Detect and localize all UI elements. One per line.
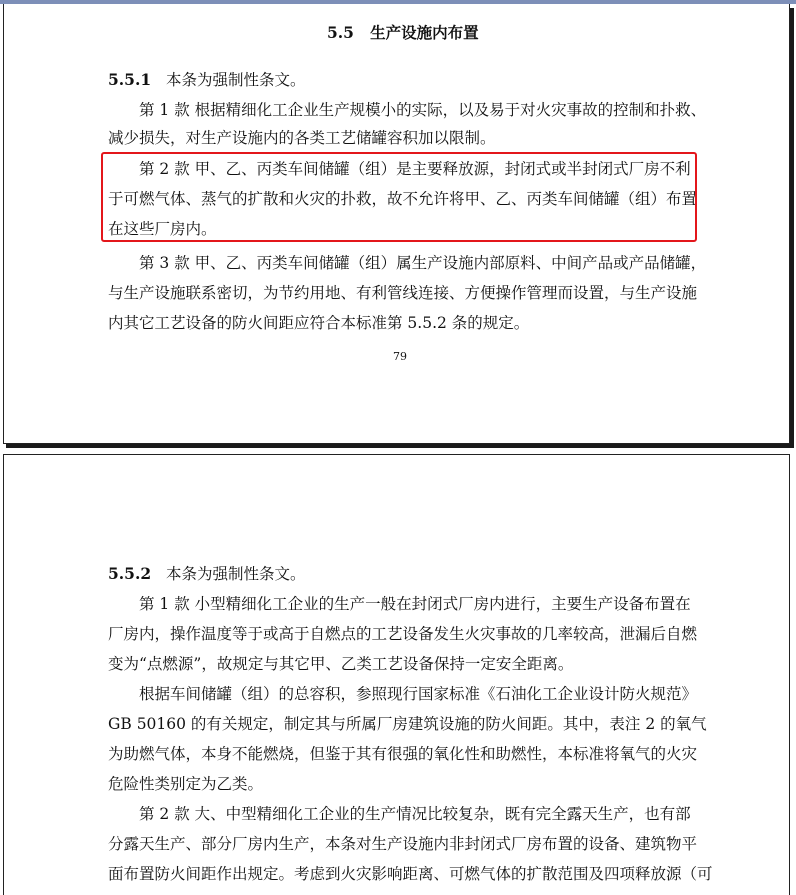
paragraph-line: 面布置防火间距作出规定。考虑到火灾影响距离、可燃气体的扩散范围及四项释放源（可 — [108, 865, 713, 883]
paragraph-line: 第 2 款 甲、乙、丙类车间储罐（组）是主要释放源，封闭式或半封闭式厂房不利 — [139, 160, 691, 178]
paragraph-line: 第 1 款 小型精细化工企业的生产一般在封闭式厂房内进行，主要生产设备布置在 — [139, 595, 691, 613]
section-number: 5.5 — [327, 23, 354, 42]
paragraph-line: 危险性类别定为乙类。 — [108, 775, 264, 793]
paragraph-line: 内其它工艺设备的防火间距应符合本标准第 5.5.2 条的规定。 — [108, 314, 530, 332]
paragraph-line: 根据车间储罐（组）的总容积，参照现行国家标准《石油化工企业设计防火规范》 — [139, 685, 698, 703]
highlight-box — [101, 152, 697, 242]
clause-title: 本条为强制性条文。 — [165, 71, 306, 89]
paragraph-line: 分露天生产、部分厂房内生产，本条对生产设施内非封闭式厂房布置的设备、建筑物平 — [108, 835, 698, 853]
clause-5-5-1 — [108, 69, 305, 91]
paragraph-line: 第 1 款 根据精细化工企业生产规模小的实际，以及易于对火灾事故的控制和扑救、 — [139, 101, 707, 119]
paragraph-line: 为助燃气体，本身不能燃烧，但鉴于其有很强的氧化性和助燃性，本标准将氧气的火灾 — [108, 745, 698, 763]
paragraph-line: 厂房内，操作温度等于或高于自燃点的工艺设备发生火灾事故的几率较高，泄漏后自燃 — [108, 625, 698, 643]
section-title: 生产设施内布置 — [370, 23, 479, 42]
clause-number: 5.5.2 — [108, 564, 152, 583]
paragraph-line: 第 3 款 甲、乙、丙类车间储罐（组）属生产设施内部原料、中间产品或产品储罐， — [139, 254, 707, 272]
paragraph-line: 于可燃气体、蒸气的扩散和火灾的扑救，故不允许将甲、乙、丙类车间储罐（组）布置 — [108, 190, 698, 208]
paragraph-line: 在这些厂房内。 — [108, 220, 217, 238]
clause-number: 5.5.1 — [108, 70, 152, 89]
clause-5-5-2 — [108, 563, 305, 585]
paragraph-line: 减少损失，对生产设施内的各类工艺储罐容积加以限制。 — [108, 129, 496, 147]
paragraph-line: 变为“点燃源”，故规定与其它甲、乙类工艺设备保持一定安全距离。 — [108, 655, 574, 673]
paragraph-line: 与生产设施联系密切，为节约用地、有利管线连接、方便操作管理而设置，与生产设施 — [108, 284, 698, 302]
page-shadow-right — [790, 8, 794, 448]
paragraph-line: 第 2 款 大、中型精细化工企业的生产情况比较复杂，既有完全露天生产，也有部 — [139, 805, 691, 823]
section-heading — [327, 22, 479, 44]
clause-title: 本条为强制性条文。 — [165, 565, 306, 583]
page-number: 79 — [393, 350, 407, 363]
paragraph-line: GB 50160 的有关规定，制定其与所属厂房建筑设施的防火间距。其中，表注 2 的氧气 — [108, 715, 707, 733]
